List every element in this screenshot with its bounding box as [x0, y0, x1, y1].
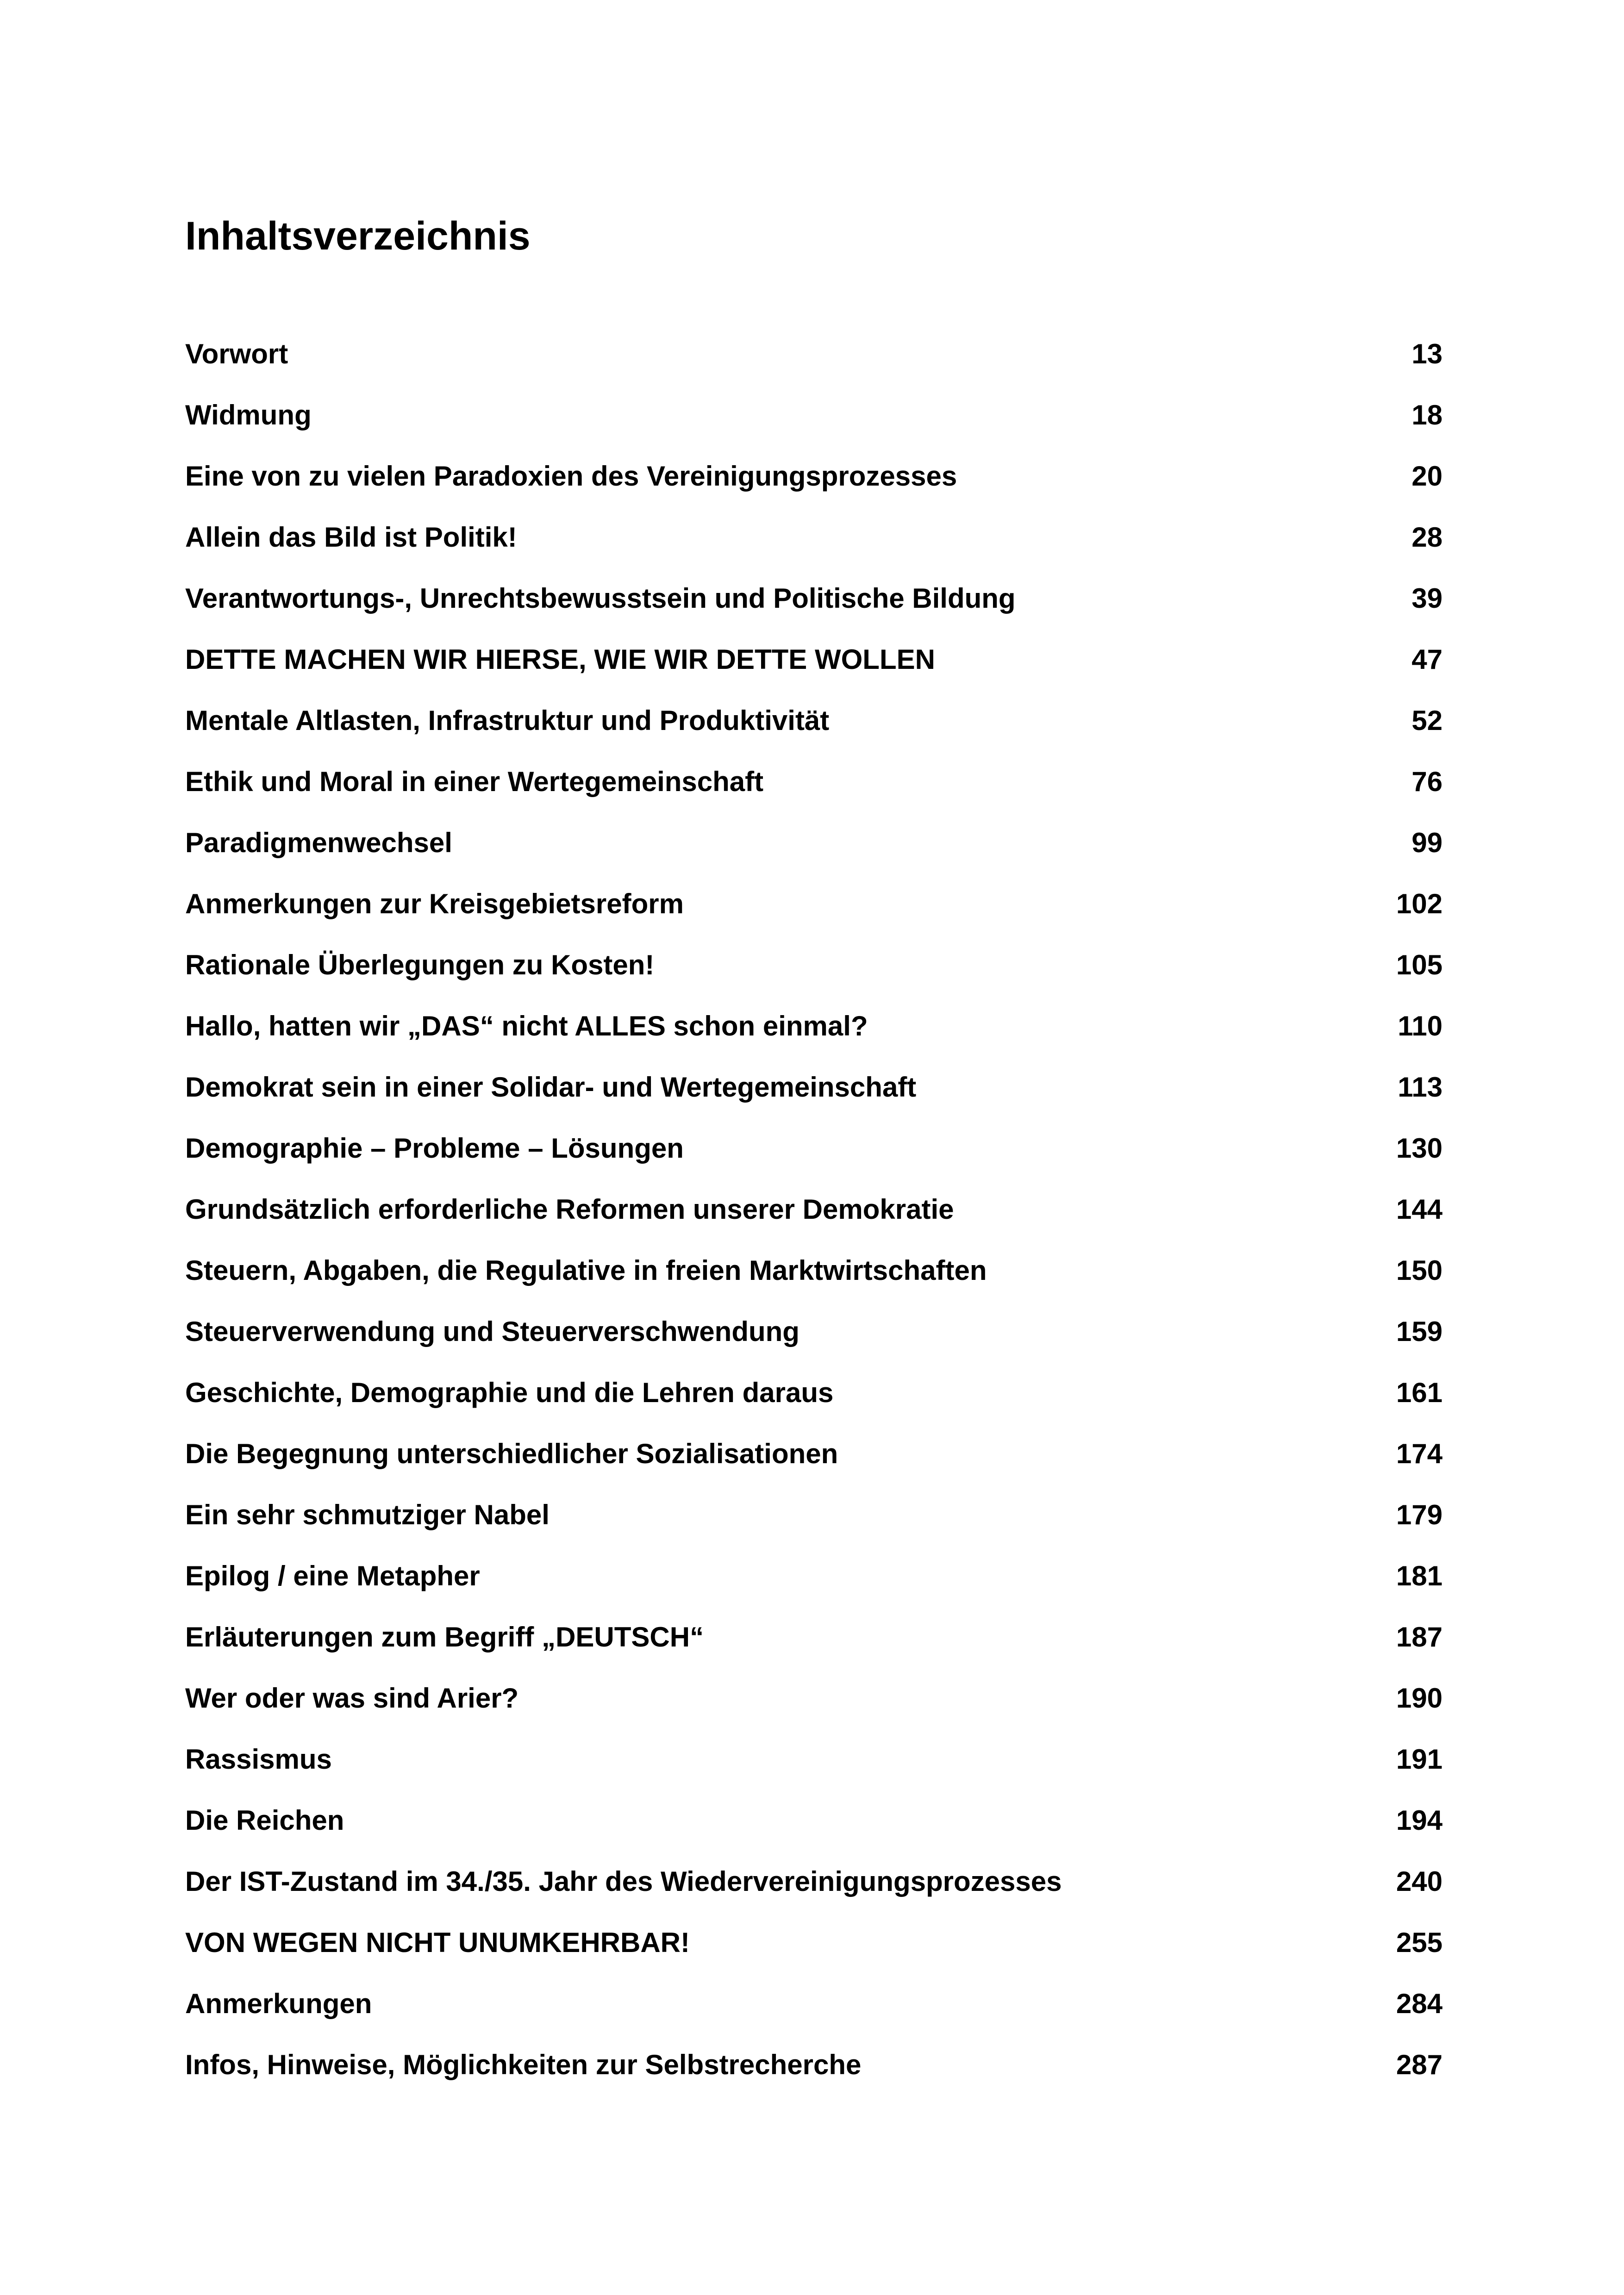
- toc-entry-label: Paradigmenwechsel: [185, 827, 452, 858]
- toc-entry-label: Verantwortungs-, Unrechtsbewusstsein und Politische Bildung: [185, 583, 1016, 614]
- toc-entry: [185, 1304, 1443, 1365]
- toc-entry-label: Anmerkungen: [185, 1988, 372, 2019]
- toc-entry-label: Ethik und Moral in einer Wertegemeinschaft: [185, 766, 764, 797]
- toc-entry-label: Eine von zu vielen Paradoxien des Vereinigungsprozesses: [185, 461, 957, 492]
- toc-entry-label: Steuern, Abgaben, die Regulative in freien Marktwirtschaften: [185, 1255, 987, 1286]
- toc-entry: [185, 815, 1443, 876]
- toc-entry: [185, 1365, 1443, 1426]
- toc-entry-label: VON WEGEN NICHT UNUMKEHRBAR!: [185, 1927, 690, 1958]
- toc-entry-page-number: 99: [1412, 827, 1443, 858]
- toc-entry-label: Der IST-Zustand im 34./35. Jahr des Wiedervereinigungsprozesses: [185, 1866, 1062, 1897]
- toc-entry: [185, 387, 1443, 449]
- toc-entry: [185, 449, 1443, 510]
- toc-entry: [185, 1182, 1443, 1243]
- toc-entry-label: Ein sehr schmutziger Nabel: [185, 1499, 550, 1530]
- toc-entry-label: Rassismus: [185, 1744, 332, 1775]
- toc-entry-page-number: 13: [1412, 338, 1443, 369]
- toc-entry-page-number: 18: [1412, 399, 1443, 430]
- toc-entry: [185, 1976, 1443, 2037]
- toc-entry: [185, 1121, 1443, 1182]
- toc-entry-label: Vorwort: [185, 338, 288, 369]
- toc-entry-label: Steuerverwendung und Steuerverschwendung: [185, 1316, 800, 1347]
- toc-entry: [185, 1915, 1443, 1976]
- toc-entry: [185, 1854, 1443, 1915]
- toc-entry-label: Demokrat sein in einer Solidar- und Wertegemeinschaft: [185, 1072, 917, 1103]
- toc-entry-page-number: 179: [1396, 1499, 1443, 1530]
- toc-entry: [185, 1732, 1443, 1793]
- toc-entry-label: Geschichte, Demographie und die Lehren daraus: [185, 1377, 834, 1408]
- toc-entry-page-number: 191: [1396, 1744, 1443, 1775]
- toc-entry-page-number: 110: [1398, 1010, 1443, 1041]
- toc-entry: [185, 1426, 1443, 1487]
- toc-entry: [185, 998, 1443, 1060]
- toc-entry-label: Rationale Überlegungen zu Kosten!: [185, 949, 655, 980]
- toc-entry-page-number: 105: [1396, 949, 1443, 980]
- toc-entry-label: Allein das Bild ist Politik!: [185, 522, 517, 553]
- toc-entry-page-number: 240: [1396, 1866, 1443, 1897]
- toc-entry-page-number: 181: [1396, 1560, 1443, 1591]
- toc-entry-page-number: 159: [1396, 1316, 1443, 1347]
- toc-entry-label: Demographie – Probleme – Lösungen: [185, 1133, 684, 1164]
- toc-entry-page-number: 287: [1396, 2049, 1443, 2080]
- toc-entry-page-number: 194: [1396, 1805, 1443, 1836]
- toc-entry-page-number: 284: [1396, 1988, 1443, 2019]
- toc-entry-page-number: 187: [1396, 1621, 1443, 1653]
- toc-entry-page-number: 39: [1412, 583, 1443, 614]
- toc-entry-label: Hallo, hatten wir „DAS“ nicht ALLES schon einmal?: [185, 1010, 868, 1041]
- toc-entry: [185, 632, 1443, 693]
- toc-entry: [185, 1487, 1443, 1548]
- toc-entry-page-number: 130: [1396, 1133, 1443, 1164]
- toc-entry-label: Mentale Altlasten, Infrastruktur und Produktivität: [185, 705, 830, 736]
- toc-entry: [185, 1060, 1443, 1121]
- toc-entry: [185, 571, 1443, 632]
- toc-entry-page-number: 255: [1396, 1927, 1443, 1958]
- toc-entry-label: Anmerkungen zur Kreisgebietsreform: [185, 888, 684, 919]
- toc-entry-page-number: 52: [1412, 705, 1443, 736]
- toc-entry: [185, 1548, 1443, 1609]
- toc-entry-page-number: 161: [1396, 1377, 1443, 1408]
- toc-entry-label: Widmung: [185, 399, 312, 430]
- toc-entry-page-number: 102: [1396, 888, 1443, 919]
- toc-entry-label: Wer oder was sind Arier?: [185, 1683, 519, 1714]
- toc-entry-label: Die Begegnung unterschiedlicher Sozialisationen: [185, 1438, 838, 1469]
- toc-entry-page-number: 76: [1412, 766, 1443, 797]
- table-of-contents: [185, 326, 1443, 2098]
- toc-entry-label: Grundsätzlich erforderliche Reformen unserer Demokratie: [185, 1194, 954, 1225]
- toc-entry: [185, 1243, 1443, 1304]
- page-title: Inhaltsverzeichnis: [185, 214, 531, 258]
- toc-entry: [185, 510, 1443, 571]
- toc-entry: [185, 754, 1443, 815]
- toc-entry-page-number: 28: [1412, 522, 1443, 553]
- toc-entry: [185, 2037, 1443, 2098]
- toc-entry: [185, 876, 1443, 937]
- toc-entry-label: Die Reichen: [185, 1805, 344, 1836]
- toc-entry-page-number: 190: [1396, 1683, 1443, 1714]
- toc-entry-label: Epilog / eine Metapher: [185, 1560, 480, 1591]
- toc-entry: [185, 693, 1443, 754]
- toc-entry: [185, 1671, 1443, 1732]
- toc-entry-label: Infos, Hinweise, Möglichkeiten zur Selbstrecherche: [185, 2049, 862, 2080]
- toc-entry: [185, 937, 1443, 998]
- toc-entry-page-number: 174: [1396, 1438, 1443, 1469]
- toc-entry: [185, 1793, 1443, 1854]
- toc-entry-label: DETTE MACHEN WIR HIERSE, WIE WIR DETTE WOLLEN: [185, 644, 935, 675]
- toc-entry: [185, 1609, 1443, 1671]
- toc-entry-page-number: 20: [1412, 461, 1443, 492]
- toc-entry-label: Erläuterungen zum Begriff „DEUTSCH“: [185, 1621, 704, 1653]
- toc-entry-page-number: 150: [1396, 1255, 1443, 1286]
- toc-entry-page-number: 47: [1412, 644, 1443, 675]
- toc-entry-page-number: 113: [1398, 1072, 1443, 1103]
- toc-entry: [185, 326, 1443, 387]
- toc-entry-page-number: 144: [1396, 1194, 1443, 1225]
